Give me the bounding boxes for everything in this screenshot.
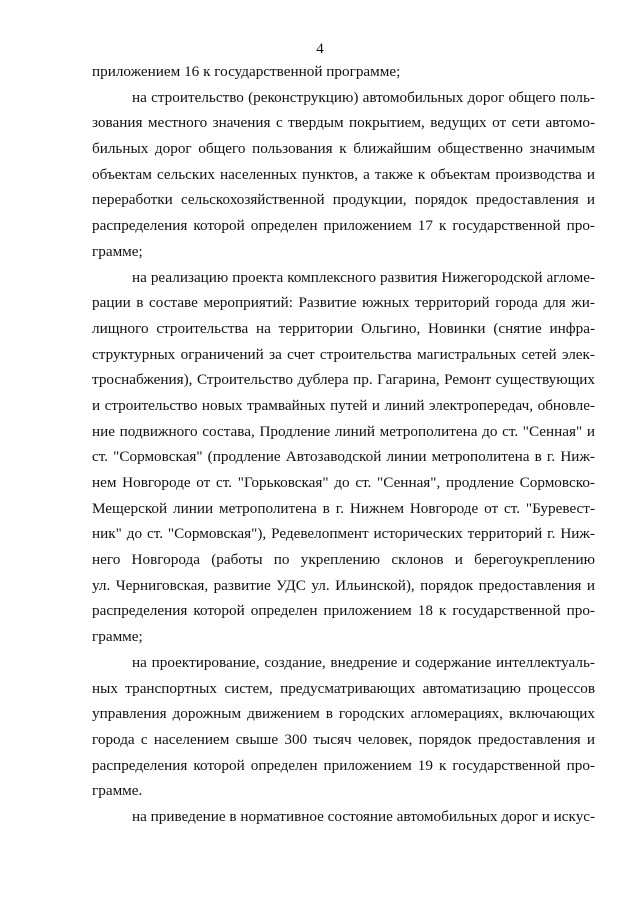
text-line: ник" до ст. "Сормовская"), Редевелопмент исторических территорий г. Ниж- (92, 525, 595, 543)
text-line: объектам сельских населенных пунктов, а также к объектам производства и (92, 165, 595, 183)
text-line: на реализацию проекта комплексного развития Нижегородской агломе- (132, 268, 595, 286)
text-line: бильных дорог общего пользования к ближайшим общественно значимым (92, 140, 595, 158)
text-line: грамме; (92, 242, 143, 260)
text-line: ст. "Сормовская" (продление Автозаводской линии метрополитена в г. Ниж- (92, 448, 595, 466)
text-line: города с населением свыше 300 тысяч человек, порядок предоставления и (92, 730, 595, 748)
text-line: на приведение в нормативное состояние автомобильных дорог и искус- (132, 807, 596, 825)
paragraph (92, 804, 595, 830)
text-line: распределения которой определен приложением 18 к государственной про- (92, 602, 595, 620)
text-line: на проектирование, создание, внедрение и содержание интеллектуаль- (132, 653, 595, 671)
text-line: лищного строительства на территории Ольгино, Новинки (снятие инфра- (92, 319, 595, 337)
text-line: нем Новгороде от ст. "Горьковская" до ст. "Сенная", продление Сормовско- (92, 474, 595, 491)
text-line: грамме; (92, 628, 143, 646)
text-line: приложением 16 к государственной программе; (92, 63, 401, 80)
text-line: управления дорожным движением в городских агломерациях, включающих (92, 705, 595, 723)
text-line: и строительство новых трамвайных путей и линий электропередач, обновле- (92, 396, 595, 414)
paragraph (92, 265, 595, 650)
text-line: структурных ограничений за счет строительства магистральных сетей элек- (92, 345, 595, 363)
text-line: ных транспортных систем, предусматривающих автоматизацию процессов (92, 679, 595, 697)
text-line: зования местного значения с твердым покрытием, ведущих от сети автомо- (92, 114, 595, 132)
page-number: 4 (316, 41, 324, 57)
text-line: ул. Черниговская, развитие УДС ул. Ильинской), порядок предоставления и (92, 576, 595, 594)
text-line: распределения которой определен приложением 17 к государственной про- (92, 217, 595, 235)
text-line: ние подвижного состава, Продление линий метрополитена до ст. "Сенная" и (92, 422, 595, 440)
paragraph (92, 650, 595, 804)
text-line: троснабжения), Строительство дублера пр. Гагарина, Ремонт существующих (92, 371, 595, 389)
document-body (92, 59, 595, 830)
paragraph (92, 85, 595, 265)
text-line: грамме. (92, 782, 143, 800)
text-line: рации в составе мероприятий: Развитие южных территорий города для жи- (92, 294, 595, 312)
text-line: распределения которой определен приложением 19 к государственной про- (92, 756, 595, 774)
text-line: переработки сельскохозяйственной продукции, порядок предоставления и (92, 191, 595, 209)
text-line: него Новгорода (работы по укреплению склонов и берегоукреплению (92, 551, 595, 569)
text-line: на строительство (реконструкцию) автомобильных дорог общего поль- (132, 88, 595, 106)
paragraph (92, 59, 595, 85)
text-line: Мещерской линии метрополитена в г. Нижнем Новгороде от ст. "Буревест- (92, 499, 595, 517)
